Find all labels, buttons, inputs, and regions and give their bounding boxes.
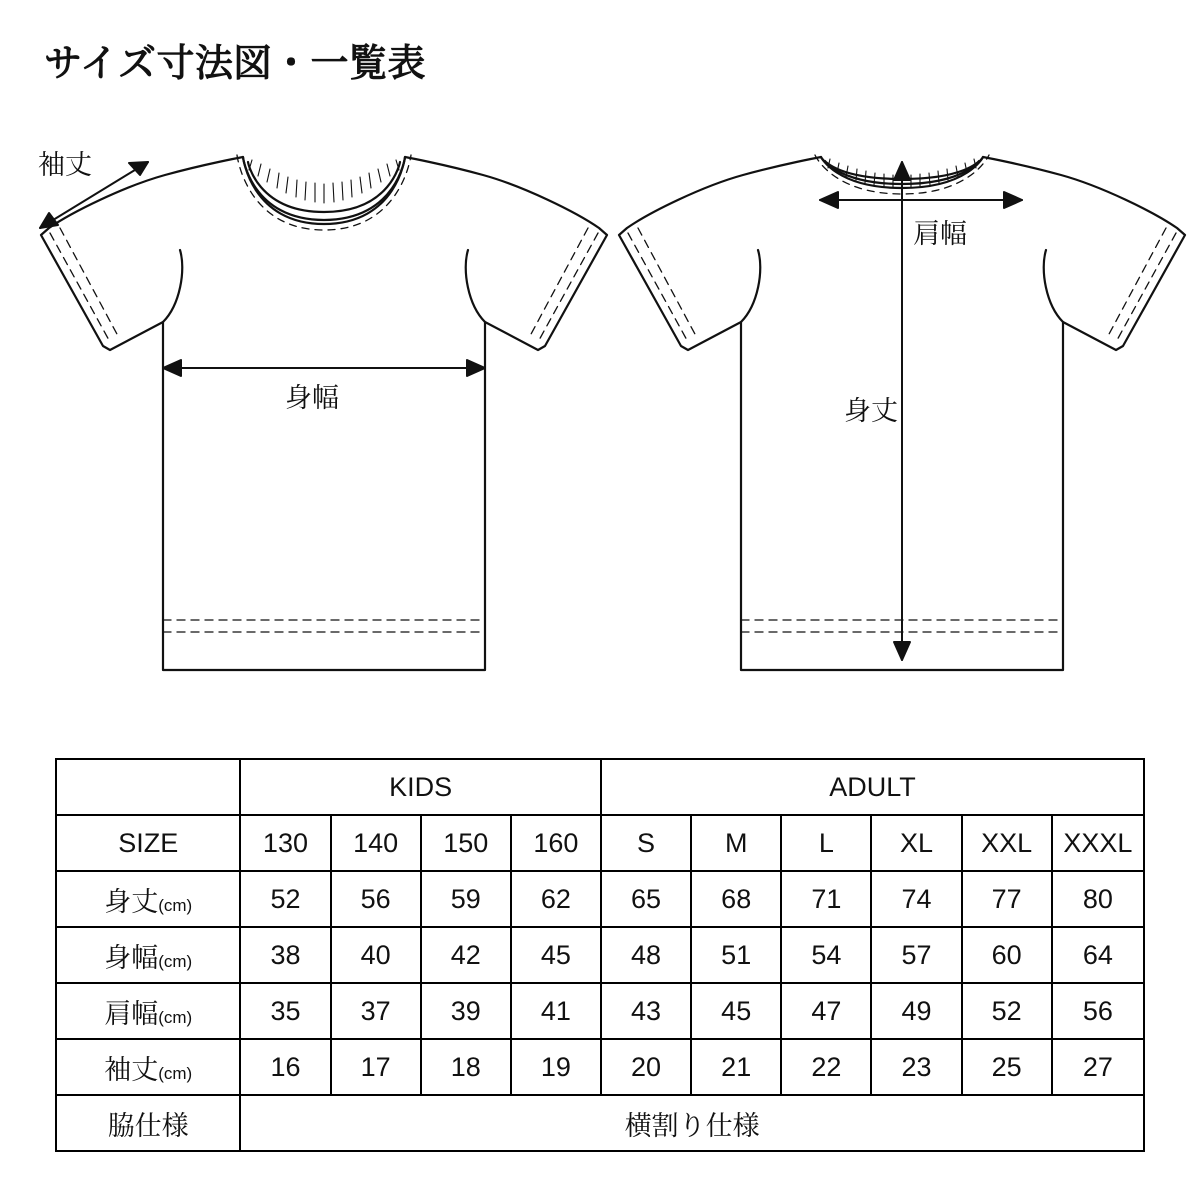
size-cell-1: 140 (331, 815, 421, 871)
value-sleeve-length-2: 18 (421, 1039, 511, 1095)
value-body-length-8: 77 (962, 871, 1052, 927)
body-length-label: 身丈 (844, 396, 898, 426)
table-row-body-length (56, 871, 1144, 927)
table-row-group-header (56, 759, 1144, 815)
value-sleeve-length-4: 20 (601, 1039, 691, 1095)
size-table-container (55, 758, 1145, 1152)
row-label-size: SIZE (56, 815, 240, 871)
size-cell-8: XXL (962, 815, 1052, 871)
value-side-spec: 横割り仕様 (240, 1095, 1144, 1151)
value-chest-width-3: 45 (511, 927, 601, 983)
value-chest-width-6: 54 (781, 927, 871, 983)
value-chest-width-0: 38 (240, 927, 330, 983)
size-cell-2: 150 (421, 815, 511, 871)
value-chest-width-2: 42 (421, 927, 511, 983)
value-shoulder-width-4: 43 (601, 983, 691, 1039)
value-body-length-0: 52 (240, 871, 330, 927)
size-cell-6: L (781, 815, 871, 871)
size-cell-9: XXXL (1052, 815, 1144, 871)
value-shoulder-width-6: 47 (781, 983, 871, 1039)
shoulder-width-dimension (820, 192, 1022, 208)
size-cell-7: XL (871, 815, 961, 871)
size-cell-5: M (691, 815, 781, 871)
table-row-size (56, 815, 1144, 871)
value-sleeve-length-9: 27 (1052, 1039, 1144, 1095)
value-shoulder-width-3: 41 (511, 983, 601, 1039)
shoulder-width-label: 肩幅 (913, 219, 967, 249)
value-body-length-1: 56 (331, 871, 421, 927)
value-shoulder-width-7: 49 (871, 983, 961, 1039)
size-cell-0: 130 (240, 815, 330, 871)
value-shoulder-width-8: 52 (962, 983, 1052, 1039)
value-sleeve-length-5: 21 (691, 1039, 781, 1095)
value-chest-width-9: 64 (1052, 927, 1144, 983)
value-body-length-2: 59 (421, 871, 511, 927)
value-sleeve-length-6: 22 (781, 1039, 871, 1095)
size-cell-3: 160 (511, 815, 601, 871)
value-shoulder-width-5: 45 (691, 983, 781, 1039)
value-body-length-6: 71 (781, 871, 871, 927)
row-label-side-spec: 脇仕様 (56, 1095, 240, 1151)
value-chest-width-4: 48 (601, 927, 691, 983)
value-body-length-5: 68 (691, 871, 781, 927)
row-label-body-length: 身丈(cm) (56, 871, 240, 927)
row-label-sleeve-length: 袖丈(cm) (56, 1039, 240, 1095)
value-shoulder-width-1: 37 (331, 983, 421, 1039)
value-sleeve-length-3: 19 (511, 1039, 601, 1095)
value-chest-width-5: 51 (691, 927, 781, 983)
table-row-chest-width (56, 927, 1144, 983)
page-title: サイズ寸法図・一覧表 (44, 43, 426, 85)
value-body-length-3: 62 (511, 871, 601, 927)
value-sleeve-length-1: 17 (331, 1039, 421, 1095)
size-cell-4: S (601, 815, 691, 871)
value-chest-width-7: 57 (871, 927, 961, 983)
value-shoulder-width-0: 35 (240, 983, 330, 1039)
table-row-shoulder-width (56, 983, 1144, 1039)
value-body-length-4: 65 (601, 871, 691, 927)
row-label-chest-width: 身幅(cm) (56, 927, 240, 983)
value-sleeve-length-7: 23 (871, 1039, 961, 1095)
tshirt-measurement-diagram (0, 100, 1200, 720)
group-header-adult: ADULT (601, 759, 1144, 815)
size-table (55, 758, 1145, 1152)
value-chest-width-8: 60 (962, 927, 1052, 983)
value-shoulder-width-2: 39 (421, 983, 511, 1039)
value-body-length-9: 80 (1052, 871, 1144, 927)
value-sleeve-length-8: 25 (962, 1039, 1052, 1095)
value-body-length-7: 74 (871, 871, 961, 927)
value-sleeve-length-0: 16 (240, 1039, 330, 1095)
value-chest-width-1: 40 (331, 927, 421, 983)
value-shoulder-width-9: 56 (1052, 983, 1144, 1039)
table-row-sleeve-length (56, 1039, 1144, 1095)
row-label-shoulder-width: 肩幅(cm) (56, 983, 240, 1039)
chest-width-label: 身幅 (285, 383, 339, 413)
table-row-side-spec (56, 1095, 1144, 1151)
group-header-kids: KIDS (240, 759, 601, 815)
group-header-blank (56, 759, 240, 815)
sleeve-length-label: 袖丈 (38, 150, 92, 180)
chest-width-dimension (163, 360, 485, 376)
